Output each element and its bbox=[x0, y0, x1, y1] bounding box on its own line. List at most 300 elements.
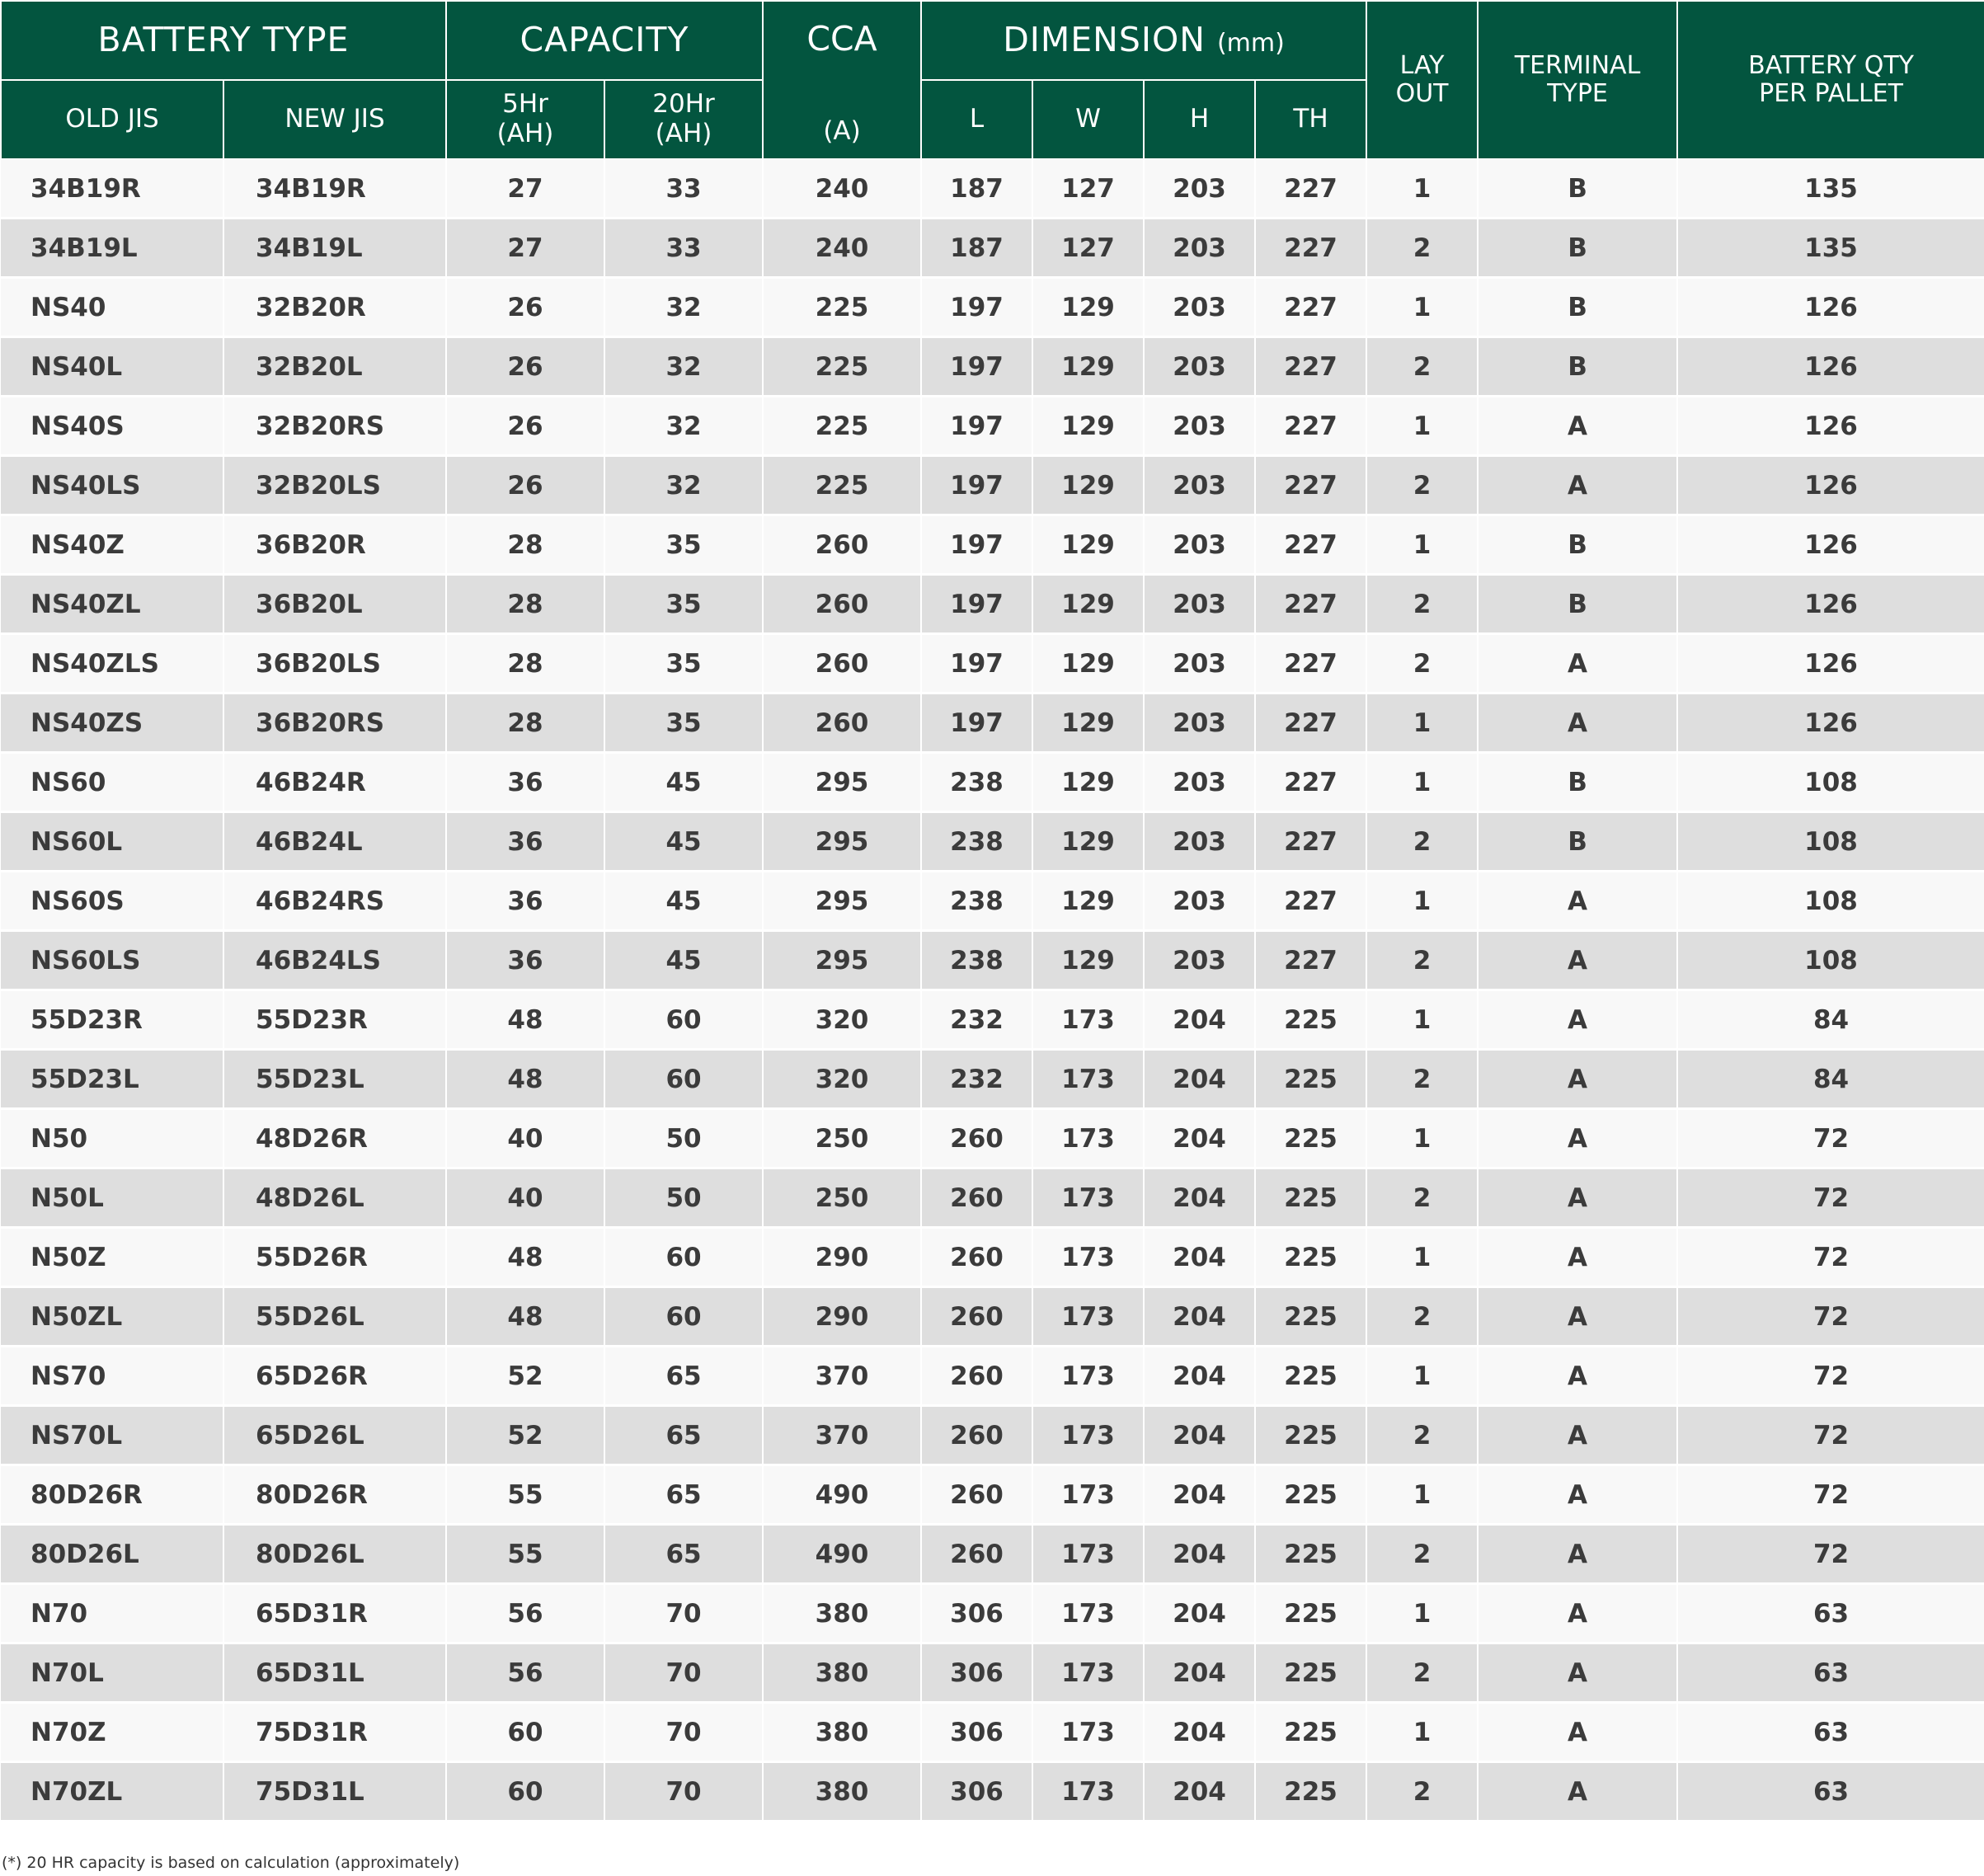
cell-capacity-20hr: 50 bbox=[604, 1109, 763, 1168]
cell-dim-th: 225 bbox=[1255, 1228, 1366, 1287]
cell-terminal-type: B bbox=[1478, 753, 1677, 812]
cell-layout: 2 bbox=[1366, 1643, 1478, 1703]
cell-terminal-type: A bbox=[1478, 1762, 1677, 1822]
cell-terminal-type: B bbox=[1478, 278, 1677, 337]
cell-capacity-5hr: 56 bbox=[446, 1643, 604, 1703]
table-row bbox=[1, 1347, 1984, 1406]
cell-dim-w: 129 bbox=[1032, 634, 1144, 694]
cell-dim-l: 197 bbox=[921, 634, 1032, 694]
cell-cca: 320 bbox=[763, 990, 921, 1050]
cell-dim-h: 203 bbox=[1144, 575, 1255, 634]
cell-dim-th: 227 bbox=[1255, 456, 1366, 515]
cell-battery-qty: 72 bbox=[1677, 1109, 1984, 1168]
cell-dim-th: 227 bbox=[1255, 694, 1366, 753]
cell-cca: 380 bbox=[763, 1703, 921, 1762]
cell-new-jis: 36B20R bbox=[223, 515, 446, 575]
header-layout bbox=[1366, 1, 1478, 159]
cell-dim-l: 260 bbox=[921, 1347, 1032, 1406]
cell-cca: 380 bbox=[763, 1584, 921, 1643]
cell-capacity-20hr: 33 bbox=[604, 219, 763, 278]
cell-terminal-type: A bbox=[1478, 990, 1677, 1050]
cell-battery-qty: 72 bbox=[1677, 1287, 1984, 1347]
cell-dim-th: 225 bbox=[1255, 1050, 1366, 1109]
cell-dim-l: 232 bbox=[921, 990, 1032, 1050]
cell-cca: 295 bbox=[763, 753, 921, 812]
cell-new-jis: 32B20RS bbox=[223, 397, 446, 456]
cell-terminal-type: A bbox=[1478, 931, 1677, 990]
cell-dim-th: 227 bbox=[1255, 159, 1366, 219]
cell-old-jis: NS40 bbox=[1, 278, 223, 337]
cell-capacity-20hr: 45 bbox=[604, 931, 763, 990]
cell-battery-qty: 126 bbox=[1677, 634, 1984, 694]
cell-dim-th: 225 bbox=[1255, 1762, 1366, 1822]
cell-dim-h: 203 bbox=[1144, 456, 1255, 515]
cell-old-jis: 55D23R bbox=[1, 990, 223, 1050]
cell-dim-l: 260 bbox=[921, 1525, 1032, 1584]
cell-old-jis: N70ZL bbox=[1, 1762, 223, 1822]
cell-capacity-5hr: 52 bbox=[446, 1347, 604, 1406]
cell-old-jis: NS70L bbox=[1, 1406, 223, 1465]
cell-layout: 2 bbox=[1366, 1050, 1478, 1109]
cell-capacity-5hr: 26 bbox=[446, 278, 604, 337]
cell-dim-w: 129 bbox=[1032, 872, 1144, 931]
cell-cca: 225 bbox=[763, 397, 921, 456]
cell-dim-th: 227 bbox=[1255, 397, 1366, 456]
cell-capacity-5hr: 26 bbox=[446, 397, 604, 456]
cell-terminal-type: B bbox=[1478, 515, 1677, 575]
cell-cca: 295 bbox=[763, 931, 921, 990]
footnote: (*) 20 HR capacity is based on calculation (approximately) bbox=[2, 1854, 460, 1872]
cell-capacity-5hr: 55 bbox=[446, 1525, 604, 1584]
cell-terminal-type: A bbox=[1478, 456, 1677, 515]
cell-dim-l: 187 bbox=[921, 159, 1032, 219]
cell-terminal-type: A bbox=[1478, 1406, 1677, 1465]
cell-dim-l: 238 bbox=[921, 812, 1032, 872]
header-terminal-type bbox=[1478, 1, 1677, 159]
header-capacity: CAPACITY bbox=[446, 1, 763, 80]
cell-dim-w: 129 bbox=[1032, 397, 1144, 456]
table-row bbox=[1, 1703, 1984, 1762]
table-row bbox=[1, 278, 1984, 337]
cell-cca: 370 bbox=[763, 1347, 921, 1406]
cell-dim-l: 197 bbox=[921, 397, 1032, 456]
cell-capacity-20hr: 70 bbox=[604, 1703, 763, 1762]
cell-layout: 2 bbox=[1366, 1406, 1478, 1465]
cell-capacity-20hr: 32 bbox=[604, 456, 763, 515]
cell-dim-h: 204 bbox=[1144, 1406, 1255, 1465]
cell-old-jis: 80D26R bbox=[1, 1465, 223, 1525]
cell-layout: 1 bbox=[1366, 1465, 1478, 1525]
cell-terminal-type: A bbox=[1478, 1228, 1677, 1287]
cell-dim-l: 232 bbox=[921, 1050, 1032, 1109]
cell-dim-w: 129 bbox=[1032, 753, 1144, 812]
cell-battery-qty: 72 bbox=[1677, 1525, 1984, 1584]
cell-capacity-20hr: 35 bbox=[604, 515, 763, 575]
cell-cca: 295 bbox=[763, 872, 921, 931]
cell-cca: 225 bbox=[763, 337, 921, 397]
header-layout-line1: LAY bbox=[1399, 50, 1445, 80]
cell-layout: 1 bbox=[1366, 1109, 1478, 1168]
cell-dim-w: 127 bbox=[1032, 219, 1144, 278]
header-cca bbox=[763, 1, 921, 159]
cell-battery-qty: 72 bbox=[1677, 1406, 1984, 1465]
header-capacity-5hr bbox=[446, 80, 604, 159]
cell-battery-qty: 63 bbox=[1677, 1703, 1984, 1762]
header-dimension-unit: (mm) bbox=[1216, 29, 1285, 59]
cell-dim-th: 227 bbox=[1255, 931, 1366, 990]
cell-battery-qty: 108 bbox=[1677, 931, 1984, 990]
cell-cca: 260 bbox=[763, 634, 921, 694]
cell-dim-th: 227 bbox=[1255, 812, 1366, 872]
cell-dim-l: 306 bbox=[921, 1643, 1032, 1703]
cell-old-jis: NS40L bbox=[1, 337, 223, 397]
cell-capacity-20hr: 45 bbox=[604, 812, 763, 872]
cell-capacity-20hr: 70 bbox=[604, 1762, 763, 1822]
cell-capacity-20hr: 70 bbox=[604, 1643, 763, 1703]
cell-battery-qty: 135 bbox=[1677, 159, 1984, 219]
header-dim-th: TH bbox=[1255, 80, 1366, 159]
cell-dim-w: 129 bbox=[1032, 456, 1144, 515]
cell-new-jis: 46B24L bbox=[223, 812, 446, 872]
cell-dim-h: 203 bbox=[1144, 159, 1255, 219]
cell-battery-qty: 63 bbox=[1677, 1762, 1984, 1822]
cell-dim-th: 225 bbox=[1255, 1525, 1366, 1584]
table-row bbox=[1, 694, 1984, 753]
cell-old-jis: NS40S bbox=[1, 397, 223, 456]
cell-dim-h: 203 bbox=[1144, 634, 1255, 694]
cell-layout: 2 bbox=[1366, 1525, 1478, 1584]
cell-layout: 2 bbox=[1366, 812, 1478, 872]
cell-old-jis: NS60L bbox=[1, 812, 223, 872]
cell-layout: 1 bbox=[1366, 1584, 1478, 1643]
table-row bbox=[1, 1050, 1984, 1109]
cell-new-jis: 36B20RS bbox=[223, 694, 446, 753]
cell-terminal-type: B bbox=[1478, 219, 1677, 278]
cell-dim-h: 203 bbox=[1144, 872, 1255, 931]
cell-new-jis: 65D26R bbox=[223, 1347, 446, 1406]
table-row bbox=[1, 1584, 1984, 1643]
cell-dim-w: 173 bbox=[1032, 1168, 1144, 1228]
cell-capacity-5hr: 27 bbox=[446, 159, 604, 219]
cell-dim-w: 129 bbox=[1032, 515, 1144, 575]
cell-dim-l: 187 bbox=[921, 219, 1032, 278]
cell-old-jis: NS70 bbox=[1, 1347, 223, 1406]
cell-new-jis: 32B20R bbox=[223, 278, 446, 337]
header-terminal-line1: TERMINAL bbox=[1514, 50, 1641, 80]
cell-layout: 1 bbox=[1366, 753, 1478, 812]
cell-dim-h: 203 bbox=[1144, 397, 1255, 456]
table-row bbox=[1, 1228, 1984, 1287]
cell-capacity-5hr: 28 bbox=[446, 694, 604, 753]
cell-layout: 1 bbox=[1366, 1703, 1478, 1762]
cell-battery-qty: 126 bbox=[1677, 337, 1984, 397]
table-row bbox=[1, 1525, 1984, 1584]
cell-cca: 370 bbox=[763, 1406, 921, 1465]
cell-dim-l: 260 bbox=[921, 1406, 1032, 1465]
cell-capacity-5hr: 26 bbox=[446, 456, 604, 515]
cell-dim-th: 227 bbox=[1255, 337, 1366, 397]
cell-layout: 1 bbox=[1366, 278, 1478, 337]
table-row bbox=[1, 753, 1984, 812]
cell-dim-h: 204 bbox=[1144, 1762, 1255, 1822]
cell-cca: 380 bbox=[763, 1643, 921, 1703]
table-row bbox=[1, 1406, 1984, 1465]
cell-cca: 240 bbox=[763, 159, 921, 219]
cell-dim-w: 129 bbox=[1032, 278, 1144, 337]
cell-layout: 2 bbox=[1366, 931, 1478, 990]
cell-dim-h: 203 bbox=[1144, 337, 1255, 397]
cell-dim-h: 203 bbox=[1144, 278, 1255, 337]
cell-dim-l: 306 bbox=[921, 1584, 1032, 1643]
cell-dim-h: 203 bbox=[1144, 219, 1255, 278]
cell-layout: 1 bbox=[1366, 1347, 1478, 1406]
cell-layout: 2 bbox=[1366, 634, 1478, 694]
cell-battery-qty: 63 bbox=[1677, 1643, 1984, 1703]
header-dimension bbox=[921, 1, 1366, 80]
cell-capacity-5hr: 28 bbox=[446, 634, 604, 694]
cell-dim-l: 197 bbox=[921, 278, 1032, 337]
cell-dim-th: 225 bbox=[1255, 1168, 1366, 1228]
cell-new-jis: 34B19R bbox=[223, 159, 446, 219]
cell-old-jis: NS60LS bbox=[1, 931, 223, 990]
cell-dim-h: 204 bbox=[1144, 1465, 1255, 1525]
cell-layout: 2 bbox=[1366, 575, 1478, 634]
cell-capacity-20hr: 60 bbox=[604, 1050, 763, 1109]
cell-old-jis: NS40Z bbox=[1, 515, 223, 575]
cell-terminal-type: B bbox=[1478, 812, 1677, 872]
cell-old-jis: 55D23L bbox=[1, 1050, 223, 1109]
cell-dim-w: 173 bbox=[1032, 1703, 1144, 1762]
cell-dim-h: 203 bbox=[1144, 812, 1255, 872]
header-cca-label: CCA bbox=[806, 19, 877, 59]
cell-dim-w: 173 bbox=[1032, 990, 1144, 1050]
table-row bbox=[1, 1109, 1984, 1168]
cell-new-jis: 80D26R bbox=[223, 1465, 446, 1525]
cell-new-jis: 46B24R bbox=[223, 753, 446, 812]
cell-old-jis: N50Z bbox=[1, 1228, 223, 1287]
cell-battery-qty: 126 bbox=[1677, 456, 1984, 515]
cell-dim-l: 238 bbox=[921, 753, 1032, 812]
header-20hr-line1: 20Hr bbox=[652, 89, 715, 120]
header-20hr-line2: (AH) bbox=[655, 119, 712, 148]
table-row bbox=[1, 872, 1984, 931]
cell-terminal-type: A bbox=[1478, 634, 1677, 694]
header-dimension-label: DIMENSION bbox=[1003, 20, 1206, 60]
cell-cca: 490 bbox=[763, 1465, 921, 1525]
cell-dim-w: 173 bbox=[1032, 1050, 1144, 1109]
cell-terminal-type: A bbox=[1478, 1465, 1677, 1525]
table-row bbox=[1, 1762, 1984, 1822]
cell-terminal-type: A bbox=[1478, 1643, 1677, 1703]
cell-cca: 290 bbox=[763, 1228, 921, 1287]
cell-dim-l: 260 bbox=[921, 1465, 1032, 1525]
cell-capacity-20hr: 60 bbox=[604, 1287, 763, 1347]
header-battery-qty bbox=[1677, 1, 1984, 159]
cell-capacity-20hr: 65 bbox=[604, 1465, 763, 1525]
table-row bbox=[1, 575, 1984, 634]
cell-capacity-5hr: 52 bbox=[446, 1406, 604, 1465]
cell-dim-h: 204 bbox=[1144, 1703, 1255, 1762]
header-qty-line2: PER PALLET bbox=[1759, 79, 1903, 108]
cell-dim-l: 238 bbox=[921, 931, 1032, 990]
table-row bbox=[1, 634, 1984, 694]
table-row bbox=[1, 812, 1984, 872]
table-row bbox=[1, 1287, 1984, 1347]
cell-dim-w: 129 bbox=[1032, 337, 1144, 397]
cell-layout: 1 bbox=[1366, 397, 1478, 456]
cell-capacity-5hr: 36 bbox=[446, 872, 604, 931]
cell-old-jis: NS40ZLS bbox=[1, 634, 223, 694]
cell-dim-th: 227 bbox=[1255, 753, 1366, 812]
cell-terminal-type: A bbox=[1478, 1347, 1677, 1406]
cell-terminal-type: B bbox=[1478, 337, 1677, 397]
cell-layout: 1 bbox=[1366, 990, 1478, 1050]
cell-battery-qty: 72 bbox=[1677, 1347, 1984, 1406]
cell-new-jis: 55D26R bbox=[223, 1228, 446, 1287]
cell-layout: 2 bbox=[1366, 1168, 1478, 1228]
cell-dim-w: 129 bbox=[1032, 694, 1144, 753]
header-capacity-20hr bbox=[604, 80, 763, 159]
table-body bbox=[1, 159, 1984, 1822]
cell-battery-qty: 63 bbox=[1677, 1584, 1984, 1643]
cell-dim-h: 204 bbox=[1144, 1168, 1255, 1228]
cell-dim-l: 306 bbox=[921, 1762, 1032, 1822]
cell-capacity-5hr: 60 bbox=[446, 1762, 604, 1822]
cell-layout: 2 bbox=[1366, 1287, 1478, 1347]
cell-new-jis: 46B24LS bbox=[223, 931, 446, 990]
cell-capacity-5hr: 36 bbox=[446, 753, 604, 812]
cell-dim-l: 306 bbox=[921, 1703, 1032, 1762]
cell-cca: 380 bbox=[763, 1762, 921, 1822]
header-old-jis: OLD JIS bbox=[1, 80, 223, 159]
cell-dim-w: 129 bbox=[1032, 575, 1144, 634]
cell-capacity-20hr: 35 bbox=[604, 694, 763, 753]
cell-capacity-20hr: 45 bbox=[604, 753, 763, 812]
cell-new-jis: 34B19L bbox=[223, 219, 446, 278]
cell-dim-h: 204 bbox=[1144, 1109, 1255, 1168]
cell-capacity-20hr: 32 bbox=[604, 337, 763, 397]
cell-dim-l: 197 bbox=[921, 575, 1032, 634]
cell-new-jis: 32B20LS bbox=[223, 456, 446, 515]
cell-capacity-20hr: 32 bbox=[604, 397, 763, 456]
cell-dim-h: 204 bbox=[1144, 1228, 1255, 1287]
cell-battery-qty: 126 bbox=[1677, 397, 1984, 456]
cell-dim-w: 129 bbox=[1032, 812, 1144, 872]
cell-capacity-5hr: 48 bbox=[446, 1050, 604, 1109]
cell-battery-qty: 108 bbox=[1677, 753, 1984, 812]
cell-new-jis: 55D26L bbox=[223, 1287, 446, 1347]
cell-dim-w: 127 bbox=[1032, 159, 1144, 219]
cell-terminal-type: B bbox=[1478, 159, 1677, 219]
cell-old-jis: N70 bbox=[1, 1584, 223, 1643]
cell-cca: 225 bbox=[763, 278, 921, 337]
cell-terminal-type: A bbox=[1478, 1287, 1677, 1347]
cell-cca: 290 bbox=[763, 1287, 921, 1347]
cell-capacity-5hr: 27 bbox=[446, 219, 604, 278]
cell-terminal-type: B bbox=[1478, 575, 1677, 634]
cell-battery-qty: 126 bbox=[1677, 278, 1984, 337]
table-row bbox=[1, 1465, 1984, 1525]
cell-dim-h: 203 bbox=[1144, 931, 1255, 990]
table-row bbox=[1, 931, 1984, 990]
cell-terminal-type: A bbox=[1478, 1584, 1677, 1643]
header-new-jis: NEW JIS bbox=[223, 80, 446, 159]
header-5hr-line1: 5Hr bbox=[502, 89, 548, 120]
cell-dim-h: 203 bbox=[1144, 753, 1255, 812]
cell-capacity-5hr: 55 bbox=[446, 1465, 604, 1525]
cell-cca: 260 bbox=[763, 575, 921, 634]
table-row bbox=[1, 515, 1984, 575]
cell-battery-qty: 126 bbox=[1677, 575, 1984, 634]
cell-old-jis: N70Z bbox=[1, 1703, 223, 1762]
cell-dim-w: 173 bbox=[1032, 1584, 1144, 1643]
table-row bbox=[1, 397, 1984, 456]
cell-capacity-20hr: 60 bbox=[604, 1228, 763, 1287]
cell-terminal-type: A bbox=[1478, 694, 1677, 753]
cell-dim-h: 204 bbox=[1144, 1347, 1255, 1406]
cell-dim-th: 225 bbox=[1255, 1406, 1366, 1465]
header-5hr-line2: (AH) bbox=[496, 119, 554, 148]
cell-new-jis: 65D31R bbox=[223, 1584, 446, 1643]
cell-dim-th: 227 bbox=[1255, 515, 1366, 575]
cell-dim-w: 173 bbox=[1032, 1762, 1144, 1822]
table-row bbox=[1, 990, 1984, 1050]
cell-capacity-5hr: 48 bbox=[446, 990, 604, 1050]
cell-capacity-20hr: 65 bbox=[604, 1347, 763, 1406]
cell-capacity-20hr: 33 bbox=[604, 159, 763, 219]
cell-new-jis: 75D31L bbox=[223, 1762, 446, 1822]
cell-dim-l: 197 bbox=[921, 337, 1032, 397]
cell-new-jis: 75D31R bbox=[223, 1703, 446, 1762]
cell-battery-qty: 135 bbox=[1677, 219, 1984, 278]
cell-capacity-20hr: 50 bbox=[604, 1168, 763, 1228]
cell-new-jis: 36B20LS bbox=[223, 634, 446, 694]
cell-capacity-20hr: 35 bbox=[604, 575, 763, 634]
cell-dim-w: 173 bbox=[1032, 1465, 1144, 1525]
cell-battery-qty: 84 bbox=[1677, 990, 1984, 1050]
cell-old-jis: N50 bbox=[1, 1109, 223, 1168]
cell-terminal-type: A bbox=[1478, 872, 1677, 931]
cell-dim-l: 197 bbox=[921, 456, 1032, 515]
header-dim-l: L bbox=[921, 80, 1032, 159]
cell-capacity-20hr: 35 bbox=[604, 634, 763, 694]
cell-old-jis: NS60 bbox=[1, 753, 223, 812]
cell-old-jis: NS40LS bbox=[1, 456, 223, 515]
cell-dim-h: 203 bbox=[1144, 515, 1255, 575]
cell-capacity-20hr: 65 bbox=[604, 1525, 763, 1584]
cell-capacity-5hr: 48 bbox=[446, 1228, 604, 1287]
header-terminal-line2: TYPE bbox=[1547, 79, 1608, 108]
cell-capacity-5hr: 36 bbox=[446, 931, 604, 990]
cell-battery-qty: 108 bbox=[1677, 872, 1984, 931]
cell-battery-qty: 72 bbox=[1677, 1168, 1984, 1228]
table-row bbox=[1, 1643, 1984, 1703]
cell-capacity-20hr: 65 bbox=[604, 1406, 763, 1465]
cell-dim-w: 173 bbox=[1032, 1228, 1144, 1287]
cell-cca: 260 bbox=[763, 515, 921, 575]
cell-cca: 250 bbox=[763, 1109, 921, 1168]
cell-terminal-type: A bbox=[1478, 397, 1677, 456]
table-row bbox=[1, 159, 1984, 219]
cell-new-jis: 65D26L bbox=[223, 1406, 446, 1465]
cell-new-jis: 55D23R bbox=[223, 990, 446, 1050]
cell-capacity-20hr: 60 bbox=[604, 990, 763, 1050]
cell-old-jis: 34B19L bbox=[1, 219, 223, 278]
cell-new-jis: 80D26L bbox=[223, 1525, 446, 1584]
cell-dim-th: 225 bbox=[1255, 1703, 1366, 1762]
cell-dim-l: 260 bbox=[921, 1228, 1032, 1287]
cell-capacity-5hr: 26 bbox=[446, 337, 604, 397]
